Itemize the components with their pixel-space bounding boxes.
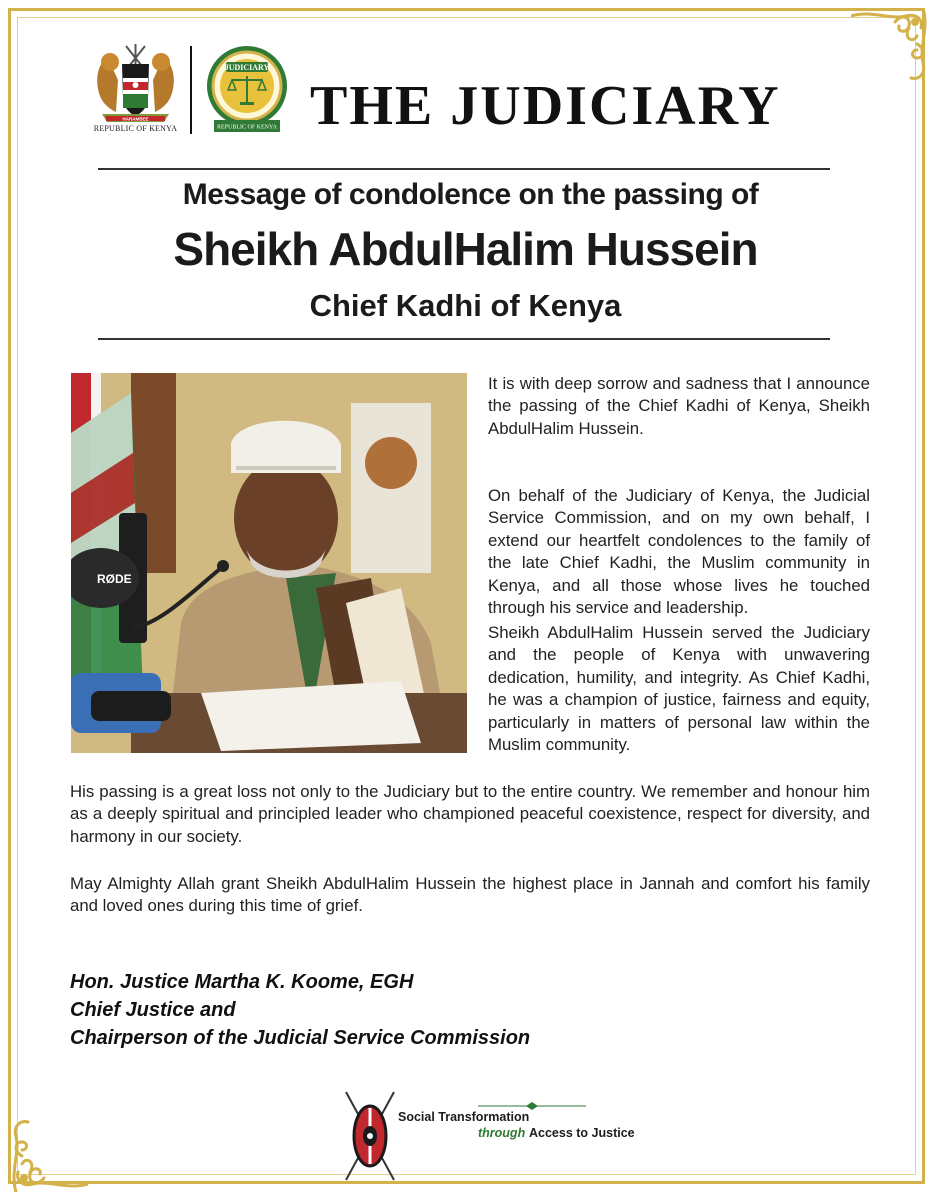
maasai-shield-logo-icon (340, 1086, 400, 1186)
paragraph-2: On behalf of the Judiciary of Kenya, the Judicial Service Commission, and on my own behalf, I extend our heartfelt condolences to the family of the late Chief Kadhi, the Muslim community in Kenya, and all those whose lives he touched through his service and leadership. (488, 486, 870, 618)
coat-of-arms-caption: REPUBLIC OF KENYA (93, 124, 178, 133)
signature-block (70, 968, 530, 1052)
coat-motto: HARAMBEE (122, 116, 149, 122)
deceased-title: Chief Kadhi of Kenya (309, 288, 622, 323)
signature-title-1: Chief Justice and (70, 999, 236, 1021)
page-title: THE JUDICIARY (310, 75, 781, 137)
signature-title-2: Chairperson of the Judicial Service Commission (70, 1027, 531, 1049)
microphone-brand: RØDE (97, 572, 132, 586)
heading-rule-top (98, 168, 830, 170)
deceased-name: Sheikh AbdulHalim Hussein (173, 223, 758, 275)
corner-ornament-bottom-left (8, 1112, 88, 1192)
condolence-heading: Message of condolence on the passing of (182, 178, 759, 211)
judiciary-seal-icon (202, 42, 292, 138)
paragraph-3: Sheikh AbdulHalim Hussein served the Judiciary and the people of Kenya with unwavering dedication, humility, and integrity. As Chief Kadhi, he was a champion of justice, fairness and equity, particularly in matters of personal law within the Muslim community. (488, 623, 870, 755)
heading-rule-bottom (98, 338, 830, 340)
footer-slogan-part-3: Access to Justice (529, 1126, 635, 1140)
seal-bottom-text: REPUBLIC OF KENYA (216, 124, 278, 131)
footer-slogan-part-1: Social Transformation (398, 1110, 530, 1124)
portrait-photo (71, 373, 467, 753)
signature-name: Hon. Justice Martha K. Koome, EGH (70, 971, 414, 993)
paragraph-5: May Almighty Allah grant Sheikh AbdulHalim Hussein the highest place in Jannah and comfort his family and loved ones during this time of grief. (70, 874, 870, 916)
footer-slogan-part-2: through (478, 1126, 526, 1140)
header-divider (190, 46, 192, 134)
paragraph-1: It is with deep sorrow and sadness that I announce the passing of the Chief Kadhi of Kenya, Sheikh AbdulHalim Hussein. (488, 374, 870, 438)
header (88, 40, 848, 150)
seal-top-text: JUDICIARY (224, 63, 270, 72)
corner-ornament-top-right (851, 8, 931, 88)
paragraph-4: His passing is a great loss not only to the Judiciary but to the entire country. We remember and honour him as a deeply spiritual and principled leader who championed peaceful coexistence, respect for diversity, and harmony in our society. (70, 782, 870, 846)
